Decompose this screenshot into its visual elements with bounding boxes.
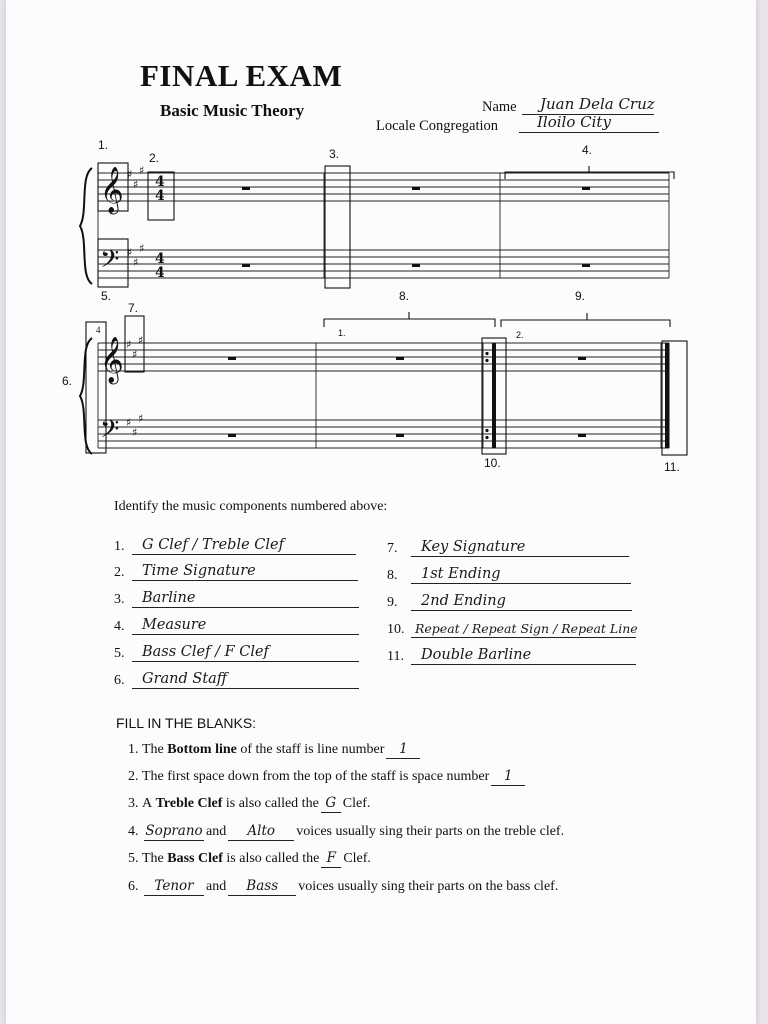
blank-answer: 1: [399, 741, 408, 757]
question-number: 3.: [128, 796, 139, 811]
answer-field: [411, 617, 636, 638]
answer-field: [132, 560, 358, 581]
sharp-icon: ♯: [132, 426, 138, 439]
ending-2-label: 2.: [516, 330, 524, 340]
label-2: 2.: [149, 151, 160, 165]
label-6: 6.: [62, 374, 73, 388]
answer-blank: [228, 822, 294, 841]
question-text: and: [206, 824, 227, 839]
label-3: 3.: [329, 147, 340, 161]
question-number: 4.: [128, 824, 139, 839]
answer-field: [411, 563, 631, 584]
answer-field: [132, 668, 359, 689]
sharp-icon: ♯: [127, 246, 133, 259]
answer-row: [114, 614, 359, 635]
answer-number: 10.: [387, 622, 405, 637]
answer-number: 9.: [387, 595, 398, 610]
identify-heading: Identify the music components numbered above:: [114, 499, 388, 514]
exam-page: [6, 0, 756, 1024]
question-text: voices usually sing their parts on the bass clef.: [298, 879, 559, 894]
fill-heading: FILL IN THE BLANKS:: [116, 715, 257, 731]
answer-row: [114, 560, 358, 581]
time-signature-top: 4: [155, 251, 165, 267]
sharp-icon: ♯: [139, 164, 145, 177]
question-bold-text: Bottom line: [167, 742, 237, 757]
question-text: The: [142, 851, 164, 866]
sharp-icon: ♯: [126, 338, 132, 351]
answer-text: Barline: [142, 590, 196, 606]
answer-text: Repeat / Repeat Sign / Repeat Line: [415, 621, 638, 636]
sharp-icon: ♯: [139, 242, 145, 255]
question-text: voices usually sing their parts on the treble clef.: [296, 824, 565, 839]
question-number: 6.: [128, 879, 139, 894]
answer-text: Bass Clef / F Clef: [142, 644, 269, 660]
question-bold-text: Treble Clef: [155, 796, 223, 811]
answer-blank: [321, 794, 341, 813]
answer-text: Key Signature: [421, 539, 526, 555]
fill-question-3: [128, 794, 370, 813]
label-1: 1.: [98, 138, 109, 152]
question-text: is also called the: [226, 851, 320, 866]
fill-question-5: [128, 849, 371, 868]
answer-blank: [228, 877, 296, 896]
blank-answer: Alto: [247, 823, 276, 839]
answer-number: 11.: [387, 649, 404, 664]
label-7: 7.: [128, 301, 139, 315]
fill-question-1: [128, 740, 422, 759]
time-signature-bottom: 4: [155, 188, 165, 204]
locale-label: Locale Congregation: [376, 118, 498, 134]
answer-row: [114, 668, 359, 689]
answer-number: 3.: [114, 592, 125, 607]
answer-field: [132, 587, 359, 608]
measure-number: 4: [96, 325, 101, 335]
music-score: [6, 0, 756, 480]
answer-blank: [144, 877, 204, 896]
bass-clef-icon: 𝄢: [100, 415, 120, 450]
blank-answer: F: [326, 850, 336, 866]
sharp-icon: ♯: [133, 178, 139, 191]
sharp-icon: ♯: [138, 334, 144, 347]
blank-answer: Tenor: [154, 878, 194, 894]
answer-blank: [491, 767, 525, 786]
question-number: 2.: [128, 769, 139, 784]
label-4: 4.: [582, 143, 593, 157]
answer-field: [132, 534, 356, 555]
label-11: 11.: [664, 460, 680, 474]
answer-number: 7.: [387, 541, 398, 556]
answer-row: [387, 536, 629, 557]
sharp-icon: ♯: [133, 256, 139, 269]
question-number: 1.: [128, 742, 139, 757]
treble-clef-icon: 𝄞: [100, 337, 124, 383]
answer-field: [411, 644, 636, 665]
blank-answer: Bass: [246, 878, 279, 894]
question-text: The first space down from the top of the staff is space number: [142, 769, 490, 784]
answer-text: Grand Staff: [142, 671, 228, 687]
treble-clef-icon: 𝄞: [100, 167, 124, 213]
answer-row: [114, 641, 359, 662]
sharp-icon: ♯: [132, 348, 138, 361]
blank-answer: 1: [504, 768, 513, 784]
name-value: Juan Dela Cruz: [540, 95, 655, 113]
answer-number: 2.: [114, 565, 125, 580]
fill-question-2: [128, 767, 527, 786]
answer-text: Double Barline: [421, 647, 532, 663]
sharp-icon: ♯: [127, 168, 133, 181]
blank-answer: Soprano: [145, 823, 203, 839]
box-3-barline: [325, 166, 350, 288]
blank-answer: G: [325, 795, 337, 811]
fill-question-4: [128, 822, 564, 841]
name-label: Name: [482, 99, 517, 115]
answer-blank: [321, 849, 341, 868]
answer-text: 2nd Ending: [421, 593, 506, 609]
answer-text: 1st Ending: [421, 566, 501, 582]
answer-field: [411, 590, 632, 611]
answer-number: 8.: [387, 568, 398, 583]
bass-clef-icon: 𝄢: [100, 245, 120, 280]
exam-title: FINAL EXAM: [140, 58, 343, 93]
sharp-icon: ♯: [126, 416, 132, 429]
answer-row: [114, 534, 356, 555]
answer-number: 6.: [114, 673, 125, 688]
label-5: 5.: [101, 289, 112, 303]
answer-text: G Clef / Treble Clef: [142, 537, 284, 553]
answer-row: [114, 587, 359, 608]
fill-question-6: [128, 877, 558, 896]
answer-field: [132, 614, 359, 635]
answer-row: [387, 644, 636, 665]
answer-row: [387, 563, 631, 584]
answer-number: 4.: [114, 619, 125, 634]
exam-subtitle: Basic Music Theory: [160, 101, 305, 120]
question-bold-text: Bass Clef: [167, 851, 223, 866]
answer-field: [411, 536, 629, 557]
question-text: and: [206, 879, 227, 894]
question-text: is also called the: [225, 796, 319, 811]
answer-number: 5.: [114, 646, 125, 661]
question-number: 5.: [128, 851, 139, 866]
sharp-icon: ♯: [138, 412, 144, 425]
question-text: of the staff is line number: [240, 742, 385, 757]
answer-field: [132, 641, 359, 662]
locale-value: Iloilo City: [537, 113, 611, 131]
question-text: The: [142, 742, 164, 757]
answer-text: Measure: [142, 617, 207, 633]
question-text: Clef.: [343, 851, 371, 866]
answer-number: 1.: [114, 539, 125, 554]
question-text: Clef.: [342, 796, 371, 811]
question-text: A: [142, 796, 153, 811]
label-8: 8.: [399, 289, 410, 303]
answer-blank: [386, 740, 420, 759]
time-signature-top: 4: [155, 174, 165, 190]
ending-1-label: 1.: [338, 328, 346, 338]
answer-row: [387, 617, 636, 638]
label-10: 10.: [484, 456, 501, 470]
label-9: 9.: [575, 289, 586, 303]
time-signature-bottom: 4: [155, 265, 165, 281]
answer-row: [387, 590, 632, 611]
answer-text: Time Signature: [142, 563, 256, 579]
answer-blank: [144, 822, 204, 841]
